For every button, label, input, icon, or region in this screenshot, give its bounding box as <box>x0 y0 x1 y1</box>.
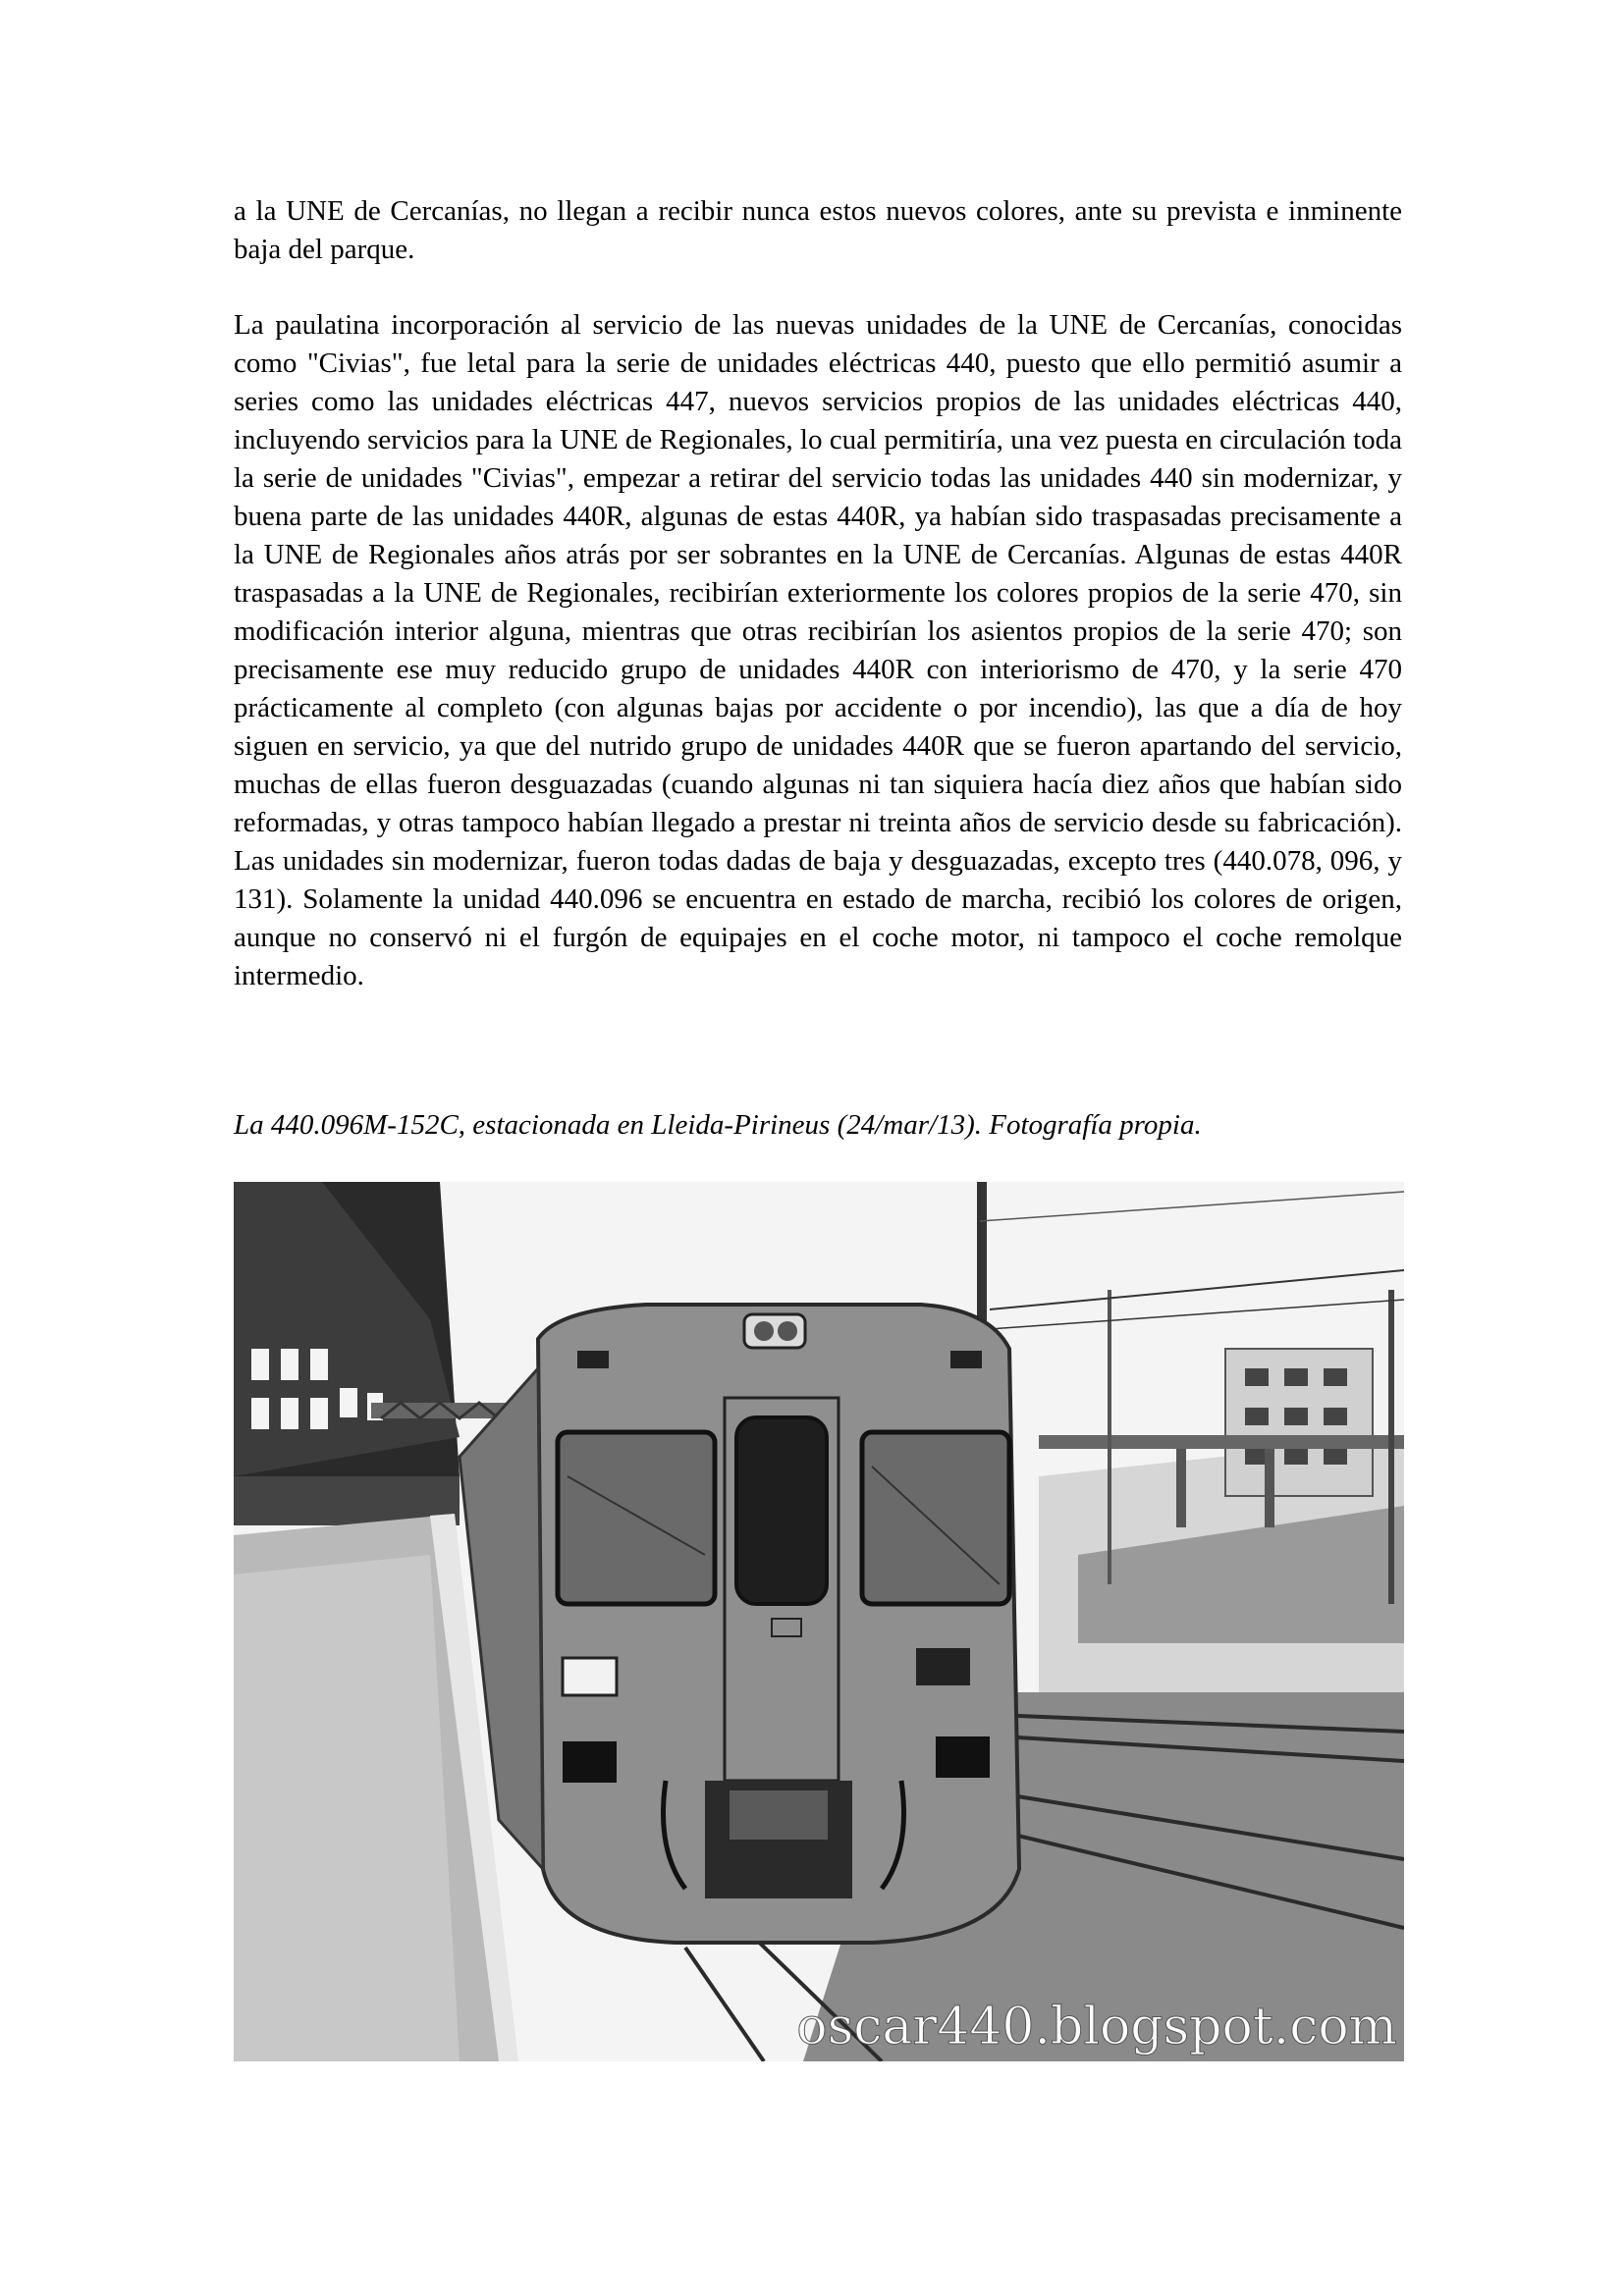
photo-watermark: oscar440.blogspot.com <box>796 1998 1397 2056</box>
train-photo <box>234 1182 1404 2061</box>
train-photo-illustration <box>234 1182 1404 2061</box>
paragraph-2: La paulatina incorporación al servicio de las nuevas unidades de la UNE de Cercanías, conocidas como "Civias", fue letal para la serie de unidades eléctricas 440, puesto que ello permitió asumir a series como las unidades eléctricas 447, nuevos servicios propios de las unidades eléctricas 440, incluyendo servicios para la UNE de Regionales, lo cual permitiría, una vez puesta en circulación toda la serie de unidades "Civias", empezar a retirar del servicio todas las unidades 440 sin modernizar, y buena parte de las unidades 440R, algunas de estas 440R, ya habían sido traspasadas precisamente a la UNE de Regionales años atrás por ser sobrantes en la UNE de Cercanías. Algunas de estas 440R traspasadas a la UNE de Regionales, recibirían exteriormente los colores propios de la serie 470, sin modificación interior alguna, mientras que otras recibirían los asientos propios de la serie 470; son precisamente ese muy reducido grupo de unidades 440R con interiorismo de 470, y la serie 470 prácticamente al completo (con algunas bajas por accidente o por incendio), las que a día de hoy siguen en servicio, ya que del nutrido grupo de unidades 440R que se fueron apartando del servicio, muchas de ellas fueron desguazadas (cuando algunas ni tan siquiera hacía diez años que habían sido reformadas, y otras tampoco habían llegado a prestar ni treinta años de servicio desde su fabricación). Las unidades sin modernizar, fueron todas dadas de baja y desguazadas, excepto tres (440.078, 096, y 131). Solamente la unidad 440.096 se encuentra en estado de marcha, recibió los colores de origen, aunque no conservó ni el furgón de equipajes en el coche motor, ni tampoco el coche remolque intermedio. <box>234 309 1402 991</box>
paragraph-1: a la UNE de Cercanías, no llegan a recibir nunca estos nuevos colores, ante su prevista e inminente baja del parque. <box>234 195 1402 265</box>
photo-caption: La 440.096M-152C, estacionada en Lleida-Pirineus (24/mar/13). Fotografía propia. <box>234 1109 1202 1141</box>
